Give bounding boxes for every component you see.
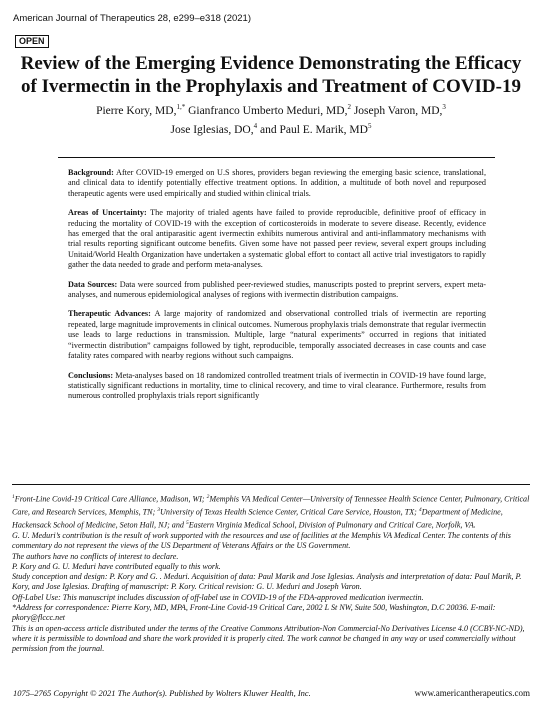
author-meduri: Gianfranco Umberto Meduri, MD,	[185, 104, 348, 117]
affiliation-marker: 2	[347, 103, 351, 111]
abstract-data-sources	[68, 280, 486, 301]
section-heading: Conclusions:	[68, 370, 114, 380]
journal-citation: American Journal of Therapeutics 28, e299–e318 (2021)	[13, 13, 252, 24]
affiliation-text: Memphis VA Medical Center—University of Tennessee Health Science Center, Pulmonary, Critical Care, and Research Services, Memphis, TN;	[12, 494, 530, 517]
affiliation-marker: 5	[367, 121, 372, 130]
section-text: Data were sourced from published peer-reviewed studies, manuscripts posted to preprint servers, expert meta-analyses, and numerous epidemiological analyses of regions with ivermectin distribution campaigns.	[68, 279, 486, 300]
section-heading: Data Sources:	[68, 279, 118, 289]
affiliations	[12, 492, 530, 531]
section-heading: Areas of Uncertainty:	[68, 208, 147, 218]
affiliation-text: Eastern Virginia Medical School, Division of Pulmonary and Critical Care, Norfolk, VA.	[188, 520, 476, 530]
authors-line-1	[40, 100, 502, 119]
affiliation-marker: 1,*	[176, 103, 186, 111]
funding-note: G. U. Meduri’s contribution is the result of work supported with the resources and use of facilities at the Memphis VA Medical Center. The contents of this commentary do not represent the views of the US Department of Veterans Affairs or the US Government.	[12, 530, 511, 551]
author-roles-note: Study conception and design: P. Kory and G. . Meduri. Acquisition of data: Paul Marik and Jose Iglesias. Analysis and interpretation of data: Paul Marik, P. Kory, and Jose Iglesias. Drafting of manuscript: P. Kory. Critical revision: G. U. Meduri and Joseph Varon.	[12, 572, 522, 592]
title-line-2: of Ivermectin in the Prophylaxis and Treatment of COVID-19	[21, 76, 521, 97]
footnote-rule	[12, 484, 530, 485]
affiliation-number: 2	[206, 494, 210, 500]
affiliation-number: 5	[185, 519, 189, 526]
contribution-note: P. Kory and G. U. Meduri have contributed equally to this work.	[12, 561, 221, 571]
section-text: After COVID-19 emerged on U.S shores, providers began reviewing the emerging basic science, translational, and clinical data to identify potentially effective treatment options. In addition, a multitude of both novel and repurposed therapeutic agents were used empirically and studied within clinical trials.	[68, 168, 486, 198]
author-iglesias: Jose Iglesias, DO,	[170, 123, 254, 136]
affiliation-text: University of Texas Health Science Center, Critical Care Service, Houston, TX;	[160, 507, 419, 517]
affiliation-text: Department of Medicine, Hackensack School of Medicine, Seton Hall, NJ; and	[12, 507, 503, 530]
conflict-note: The authors have no conflicts of interest to declare.	[12, 551, 179, 561]
affiliation-marker: 3	[442, 103, 446, 111]
author-list	[40, 100, 502, 138]
section-heading: Therapeutic Advances:	[68, 309, 151, 319]
section-text: The majority of trialed agents have failed to provide reproducible, definitive proof of efficacy in reducing the mortality of COVID-19 with the exception of corticosteroids in moderate to severe disease. Recently, evidence has emerged that the oral antiparasitic agent ivermectin exhibits numerous antiviral and anti-inflammatory mechanisms with trial results reporting significant outcome benefits. Given some have not passed peer review, several expert groups including Unitaid/World Health Organization have undertaken a systematic global effort to contact all active trial investigators to rapidly gather the data needed to grade and perform meta-analyses.	[68, 208, 486, 270]
abstract-background	[68, 168, 486, 199]
section-text: A large majority of randomized and observational controlled trials of ivermectin are reporting repeated, large magnitude improvements in clinical outcomes. Numerous prophylaxis trials demonstrate that regular ivermectin use leads to large reductions in transmission. Multiple, large “natural experiments” occurred in regions that initiated “ivermectin distribution” campaigns followed by tight, reproducible, temporally associated decreases in case counts and case fatality rates compared with nearby regions without such campaigns.	[68, 309, 486, 361]
journal-url-link[interactable]: www.americantherapeutics.com	[414, 688, 530, 698]
affiliation-number: 4	[418, 506, 422, 513]
affiliation-text: Front-Line Covid-19 Critical Care Alliance, Madison, WI;	[14, 494, 207, 504]
correspondence-note: *Address for correspondence: Pierre Kory, MD, MPA, Front-Line Covid-19 Critical Care, 2002 L St NW, Suite 500, Washington, D.C 20036. E-mail: pkory@flccc.net	[12, 603, 496, 623]
title-line-1: Review of the Emerging Evidence Demonstrating the Efficacy	[20, 53, 522, 74]
abstract	[68, 168, 486, 411]
off-label-note: Off-Label Use: This manuscript includes discussion of off-label use in COVID-19 of the FDA-approved medication ivermectin.	[12, 592, 424, 602]
section-heading: Background:	[68, 168, 114, 177]
footnotes	[12, 492, 530, 655]
abstract-conclusions	[68, 371, 486, 402]
copyright-line: 1075–2765 Copyright © 2021 The Author(s). Published by Wolters Kluwer Health, Inc.	[13, 688, 311, 698]
article-title	[12, 52, 530, 98]
abstract-uncertainty	[68, 208, 486, 270]
author-marik: and Paul E. Marik, MD	[257, 123, 368, 136]
author-varon: Joseph Varon, MD,	[350, 104, 443, 117]
affiliation-number: 1	[12, 494, 15, 500]
section-text: Meta-analyses based on 18 randomized controlled treatment trials of ivermectin in COVID-19 have found large, statistically significant reductions in mortality, time to clinical recovery, and time to viral clearance. Furthermore, results from numerous controlled prophylaxis trials report significantly	[68, 370, 486, 401]
affiliation-marker: 4	[253, 121, 258, 130]
authors-line-2	[40, 119, 502, 138]
affiliation-number: 3	[157, 506, 161, 513]
abstract-therapeutic-advances	[68, 309, 486, 361]
open-access-badge: OPEN	[15, 35, 49, 48]
abstract-top-rule	[58, 157, 495, 158]
license-note: This is an open-access article distributed under the terms of the Creative Commons Attribution-Non Commercial-No Derivatives License 4.0 (CCBY-NC-ND), where it is permissible to download and share the work provided it is properly cited. The work cannot be changed in any way or used commercially without permission from the journal.	[12, 623, 525, 654]
author-kory: Pierre Kory, MD,	[96, 104, 177, 117]
